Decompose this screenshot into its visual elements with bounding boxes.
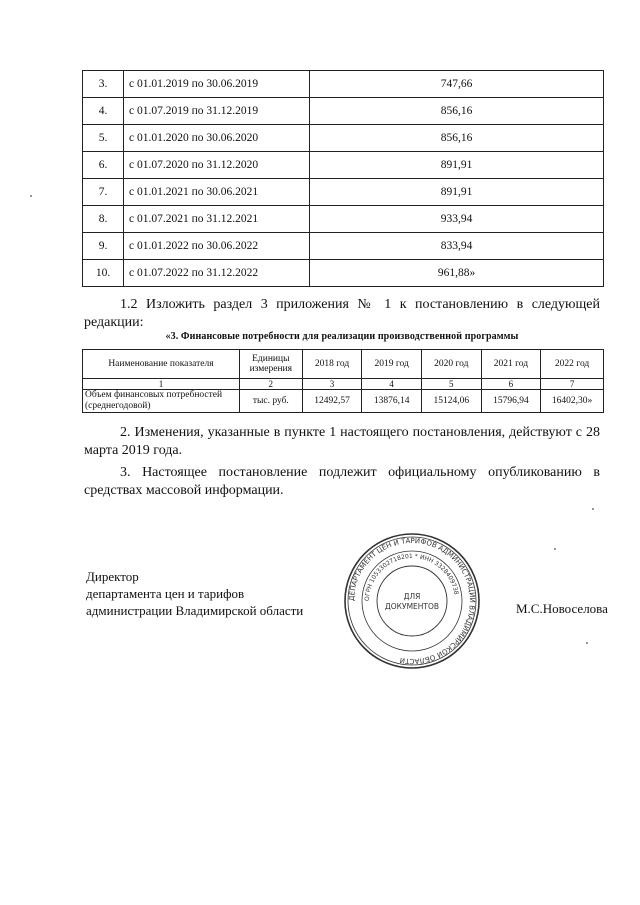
value-cell: 15124,06 xyxy=(421,390,481,413)
paragraph-2: 2. Изменения, указанные в пункте 1 настоящего постановления, действуют с 28 марта 2019 года. xyxy=(84,425,600,458)
row-number-cell: 6. xyxy=(83,152,124,179)
value-cell: 13876,14 xyxy=(362,390,422,413)
value-cell: 15796,94 xyxy=(481,390,541,413)
table-index-row xyxy=(83,379,604,390)
tariff-value-cell: 747,66 xyxy=(310,71,604,98)
period-cell: с 01.07.2022 по 31.12.2022 xyxy=(124,260,310,287)
index-cell: 5 xyxy=(421,379,481,390)
tariff-value-cell: 933,94 xyxy=(310,206,604,233)
period-cell: с 01.01.2021 по 30.06.2021 xyxy=(124,179,310,206)
header-cell: 2018 год xyxy=(302,350,362,379)
header-cell: 2020 год xyxy=(421,350,481,379)
scan-speck xyxy=(30,195,32,197)
row-number-cell: 5. xyxy=(83,125,124,152)
row-number-cell: 4. xyxy=(83,98,124,125)
table-row xyxy=(83,206,604,233)
signatory-administration: администрации Владимирской области xyxy=(86,603,304,618)
header-cell: Единицы измерения xyxy=(239,350,302,379)
tariff-value-cell: 856,16 xyxy=(310,98,604,125)
table-row xyxy=(83,260,604,287)
table-row xyxy=(83,390,604,413)
paragraph-1-2: 1.2 Изложить раздел 3 приложения № 1 к постановлению в следующей редакции: xyxy=(84,297,600,330)
indicator-name-cell: Объем финансовых потребностей (среднегодовой) xyxy=(83,390,240,413)
index-cell: 6 xyxy=(481,379,541,390)
svg-text:ДЕПАРТАМЕНТ ЦЕН И ТАРИФОВ АДМИ: ДЕПАРТАМЕНТ ЦЕН И ТАРИФОВ АДМИНИСТРАЦИИ ВЛАДИМИРСКОЙ ОБЛАСТИ xyxy=(347,536,477,666)
index-cell: 4 xyxy=(362,379,422,390)
row-number-cell: 10. xyxy=(83,260,124,287)
unit-cell: тыс. руб. xyxy=(239,390,302,413)
scan-speck xyxy=(586,642,588,644)
svg-text:ОГРН 1053302718201 * ИНН 33284: ОГРН 1053302718201 * ИНН 3328409738 xyxy=(363,552,460,602)
period-cell: с 01.01.2022 по 30.06.2022 xyxy=(124,233,310,260)
table-row xyxy=(83,125,604,152)
tariff-value-cell: 891,91 xyxy=(310,179,604,206)
paragraph-3: 3. Настоящее постановление подлежит официальному опубликованию в средствах массовой информации. xyxy=(84,465,600,498)
row-number-cell: 9. xyxy=(83,233,124,260)
table-header-row xyxy=(83,350,604,379)
table-row xyxy=(83,233,604,260)
period-cell: с 01.07.2021 по 31.12.2021 xyxy=(124,206,310,233)
tariff-value-cell: 961,88» xyxy=(310,260,604,287)
signatory-position xyxy=(86,568,303,619)
table-row xyxy=(83,98,604,125)
index-cell: 1 xyxy=(83,379,240,390)
signatory-name: М.С.Новоселова xyxy=(516,601,608,616)
header-cell: 2021 год xyxy=(481,350,541,379)
value-cell: 16402,30» xyxy=(541,390,604,413)
signatory-department: департамента цен и тарифов xyxy=(86,586,245,601)
row-number-cell: 8. xyxy=(83,206,124,233)
tariff-value-cell: 891,91 xyxy=(310,152,604,179)
scan-speck xyxy=(592,508,594,510)
section-title: «3. Финансовые потребности для реализации производственной программы xyxy=(165,331,519,342)
row-number-cell: 3. xyxy=(83,71,124,98)
value-cell: 12492,57 xyxy=(302,390,362,413)
period-cell: с 01.07.2020 по 31.12.2020 xyxy=(124,152,310,179)
index-cell: 2 xyxy=(239,379,302,390)
header-cell: 2019 год xyxy=(362,350,422,379)
scan-speck xyxy=(554,548,556,550)
svg-text:ДЛЯ: ДЛЯ xyxy=(403,592,421,601)
table-row xyxy=(83,71,604,98)
period-cell: с 01.07.2019 по 31.12.2019 xyxy=(124,98,310,125)
header-cell: Наименование показателя xyxy=(83,350,240,379)
index-cell: 7 xyxy=(541,379,604,390)
tariff-value-cell: 833,94 xyxy=(310,233,604,260)
financial-needs-table xyxy=(82,349,604,413)
signatory-title: Директор xyxy=(86,569,139,584)
period-cell: с 01.01.2019 по 30.06.2019 xyxy=(124,71,310,98)
table-row xyxy=(83,152,604,179)
row-number-cell: 7. xyxy=(83,179,124,206)
index-cell: 3 xyxy=(302,379,362,390)
table-row xyxy=(83,179,604,206)
header-cell: 2022 год xyxy=(541,350,604,379)
period-cell: с 01.01.2020 по 30.06.2020 xyxy=(124,125,310,152)
svg-text:ДОКУМЕНТОВ: ДОКУМЕНТОВ xyxy=(384,602,440,611)
official-seal-icon xyxy=(342,531,482,671)
tariff-value-cell: 856,16 xyxy=(310,125,604,152)
tariff-periods-table xyxy=(82,70,604,287)
